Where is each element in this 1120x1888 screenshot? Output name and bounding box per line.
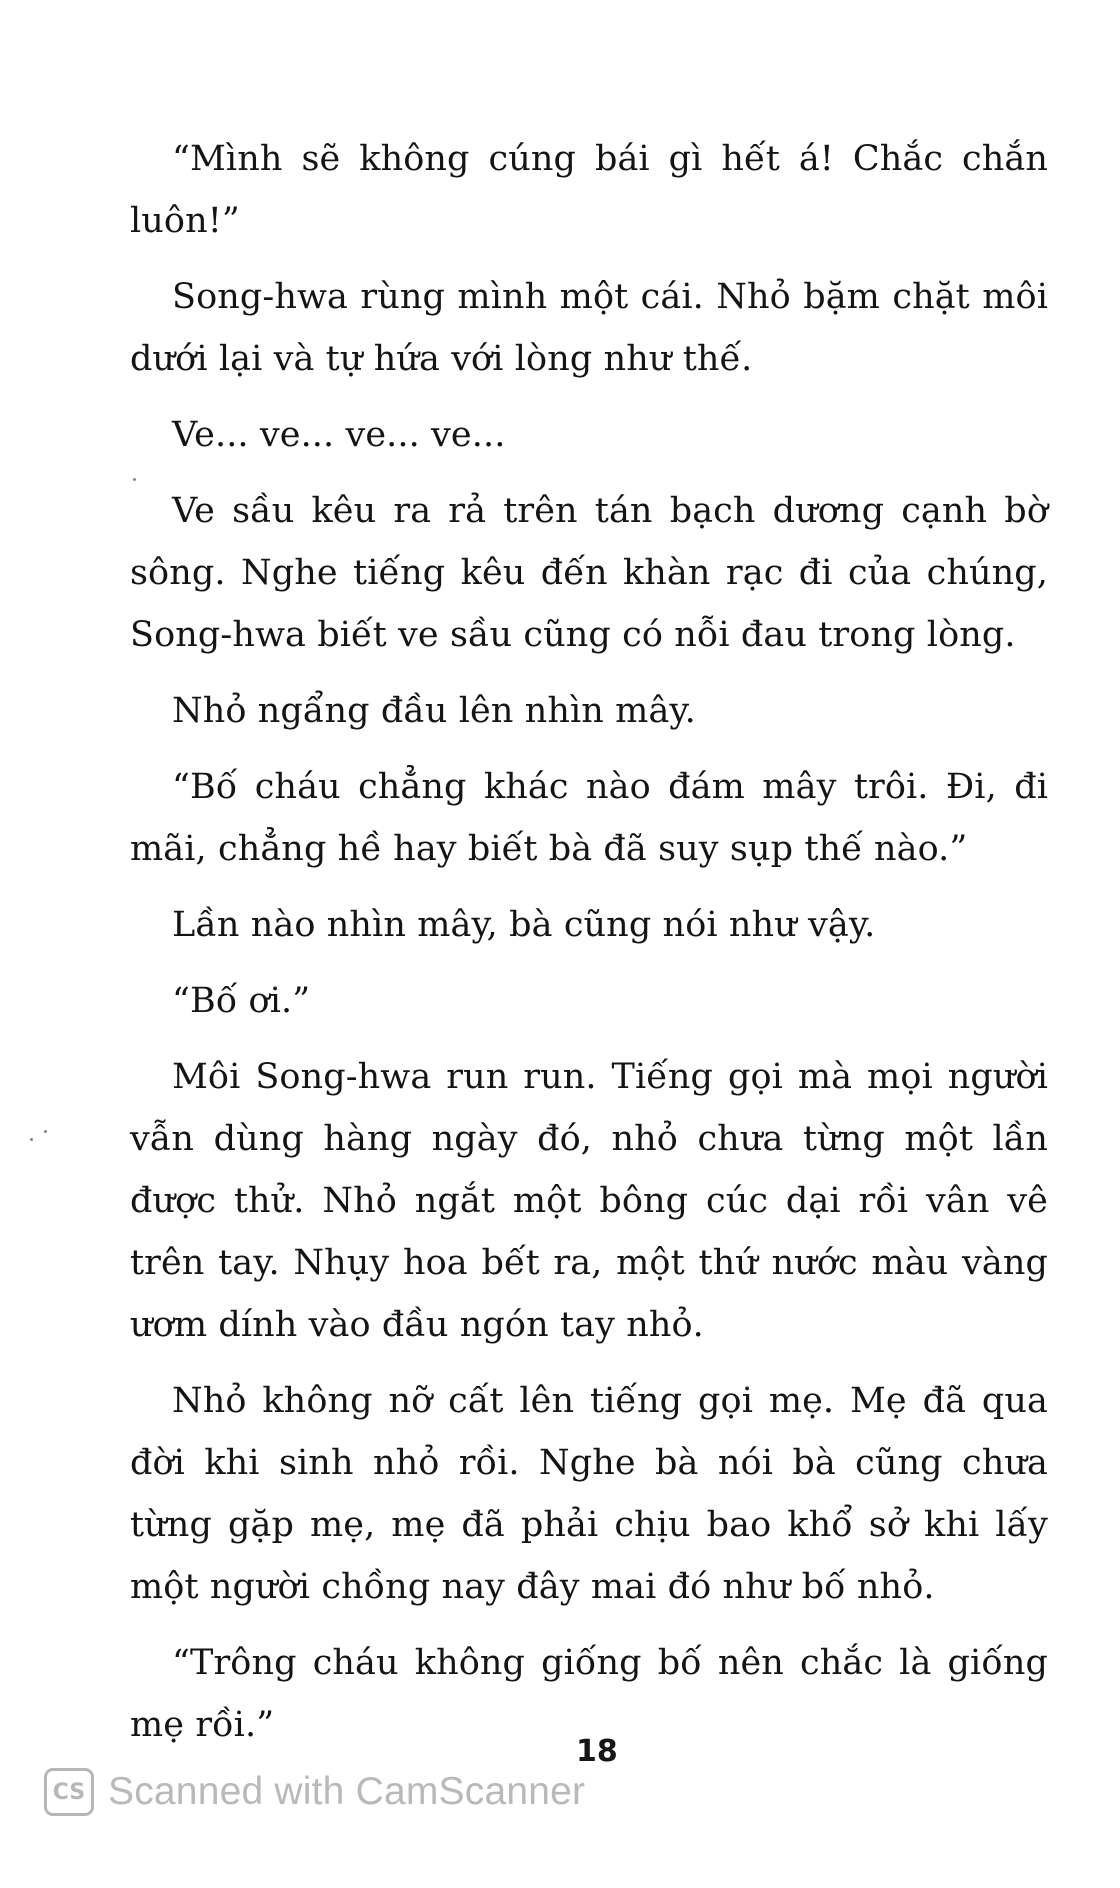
paragraph: Lần nào nhìn mây, bà cũng nói như vậy. [172, 905, 876, 945]
paragraph: “Mình sẽ không cúng bái gì hết á! Chắc chắn luôn!” [130, 139, 1048, 241]
paragraph: Nhỏ không nỡ cất lên tiếng gọi mẹ. Mẹ đã qua đời khi sinh nhỏ rồi. Nghe bà nói bà cũng chưa từng gặp mẹ, mẹ đã phải chịu bao khổ sở khi lấy một người chồng nay đây mai đó như bố nhỏ. [130, 1381, 1048, 1607]
paragraph: “Bố ơi.” [172, 981, 311, 1021]
camscanner-watermark [44, 1768, 585, 1816]
paragraph: Nhỏ ngẩng đầu lên nhìn mây. [172, 691, 696, 731]
camscanner-logo-icon: CS [44, 1768, 94, 1816]
watermark-text: Scanned with CamScanner [108, 1770, 586, 1813]
scan-speck [44, 1130, 47, 1133]
page-number: 18 [576, 1734, 618, 1769]
paragraph: “Trông cháu không giống bố nên chắc là giống mẹ rồi.” [130, 1643, 1048, 1745]
paragraph: “Bố cháu chẳng khác nào đám mây trôi. Đi, đi mãi, chẳng hề hay biết bà đã suy sụp thế nào.” [130, 767, 1048, 869]
body-text [130, 128, 1048, 1770]
paragraph: Môi Song-hwa run run. Tiếng gọi mà mọi người vẫn dùng hàng ngày đó, nhỏ chưa từng một lần được thử. Nhỏ ngắt một bông cúc dại rồi vân vê trên tay. Nhụy hoa bết ra, một thứ nước màu vàng ươm dính vào đầu ngón tay nhỏ. [130, 1057, 1048, 1345]
paragraph: Ve sầu kêu ra rả trên tán bạch dương cạnh bờ sông. Nghe tiếng kêu đến khàn rạc đi của chúng, Song-hwa biết ve sầu cũng có nỗi đau trong lòng. [130, 491, 1048, 655]
scan-speck [30, 1138, 33, 1141]
paragraph: Song-hwa rùng mình một cái. Nhỏ bặm chặt môi dưới lại và tự hứa với lòng như thế. [130, 277, 1048, 379]
scan-speck [133, 478, 136, 481]
paragraph: Ve... ve... ve... ve... [172, 415, 506, 455]
